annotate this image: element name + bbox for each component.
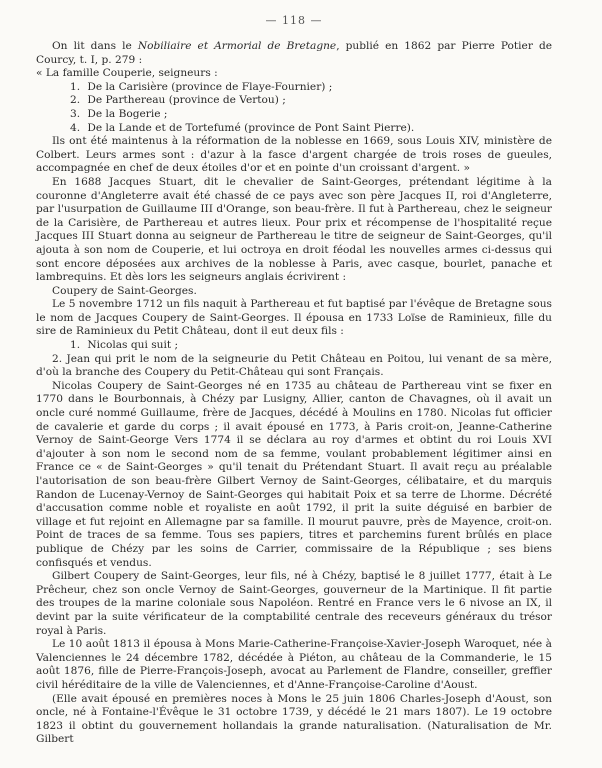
seigneurie-item: 4. De la Lande et de Tortefumé (province de Pont Saint Pierre). [70,121,415,134]
intro-paragraph: On lit dans le Nobiliaire et Armorial de Bretagne, publié en 1862 par Pierre Potier de Courcy, t. I, p. 279 : [36,40,552,66]
paragraph: Le 10 août 1813 il épousa à Mons Marie-Catherine-Françoise-Xavier-Joseph Waroquet, née à Valenciennes le 24 décembre 1782, décédée à Piéton, au château de la Commanderie, le 15 août 1876, fille de Pierre-François-Joseph, avocat au Parlement de Flandre, conseiller, greffier civil héréditaire de la ville de Valenciennes, et d'Anne-Françoise-Caroline d'Aoust. [36,638,552,691]
son-item: 2. Jean qui prit le nom de la seigneurie du Petit Château en Poitou, lui venant de sa mère, d'où la branche des Coupery du Petit-Château qui sont Français. [36,352,552,379]
family-heading: « La famille Couperie, seigneurs : [36,67,218,80]
paragraph: En 1688 Jacques Stuart, dit le chevalier de Saint-Georges, prétendant légitime à la couronne d'Angleterre avait été chassé de ce pays avec son père Jacques II, roi d'Angleterre, par l'usurpation de Guillaume III d'Orange, son beau-frère. Il fut à Parthereau, chez le seigneur de la Carisière, de Parthereau et autres lieux. Pour prix et récompense de l'hospitalité reçue Jacques III Stuart donna au seigneur de Parthereau le titre de seigneur de Saint-Georges, qu'il ajouta à son nom de Couperie, et lui octroya en droit féodal les nouvelles armes ci-dessus qui sont encore déposées aux archives de la noblesse à Paris, avec casque, bourlet, panache et lambrequins. Et dès lors les seigneurs anglais écrivirent : [36,175,552,284]
seigneurie-item: 1. De la Carisière (province de Flaye-Fournier) ; [70,80,333,93]
paragraph: Coupery de Saint-Georges. [52,284,197,297]
paragraph: Gilbert Coupery de Saint-Georges, leur fils, né à Chézy, baptisé le 8 juillet 1777, était à Le Prêcheur, chez son oncle Vernoy de Saint-Georges, gouverneur de la Martinique. Il fit partie des troupes de la marine coloniale sous Napoléon. Rentré en France vers le 6 nivose an IX, il devint par la suite vérificateur de la comptabilité centrale des receveurs généraux du trésor royal à Paris. [36,570,552,637]
son-item: 1. Nicolas qui suit ; [70,339,179,352]
body-text [36,40,552,747]
paragraph: Nicolas Coupery de Saint-Georges né en 1735 au château de Parthereau vint se fixer en 1770 dans le Bourbonnais, à Chézy par Lusigny, Allier, canton de Chavagnes, où il avait un oncle curé nommé Guillaume, frère de Jacques, décédé à Moulins en 1780. Nicolas fut officier de cavalerie et garde du corps ; il avait épousé en 1773, à Paris croit-on, Jeanne-Catherine Vernoy de Saint-George Vers 1774 il se déclara au roy d'armes et obtint du roi Louis XVI d'ajouter à son nom le second nom de sa femme, voulant probablement légitimer ainsi en France ce « de Saint-Georges » qu'il tenait du Prétendant Stuart. Il avait reçu au préalable l'autorisation de son beau-frère Gilbert Vernoy de Saint-Georges, célibataire, et du marquis Randon de Lucenay-Vernoy de Saint-Georges qui habitait Poix et sa terre de Lhorme. Décrété d'accusation comme noble et royaliste en août 1792, il prit la suite déguisé en barbier de village et fut rejoint en Allemagne par sa famille. Il mourut pauvre, près de Mayence, croit-on. Point de traces de sa femme. Tous ses papiers, titres et parchemins furent brûlés en place publique de Chézy par les soins de Carrier, commissaire de la République ; ses biens confisqués et vendus. [36,379,552,569]
seigneurie-item: 3. De la Bogerie ; [70,107,168,120]
book-title: Nobiliaire et Armorial de Bretagne [137,40,337,52]
paragraph: Ils ont été maintenus à la réformation de la noblesse en 1669, sous Louis XIV, ministère de Colbert. Leurs armes sont : d'azur à la fasce d'argent chargée de trois roses de gueules, accompagnée en chef de deux étoiles d'or et en pointe d'un croissant d'argent. » [36,135,552,175]
seigneurie-item: 2. De Parthereau (province de Vertou) ; [70,94,286,107]
paragraph: (Elle avait épousé en premières noces à Mons le 25 juin 1806 Charles-Joseph d'Aoust, son oncle, né à Fontaine-l'Évêque le 31 octobre 1739, y décédé le 21 mars 1807). Le 19 octobre 1823 il obtint du gouvernement hollandais la grande naturalisation. (Naturalisation de Mr. Gilbert [36,692,552,746]
page-number: — 118 — [265,14,323,27]
paragraph: Le 5 novembre 1712 un fils naquit à Parthereau et fut baptisé par l'évêque de Bretagne sous le nom de Jacques Coupery de Saint-Georges. Il épousa en 1733 Loïse de Raminieux, fille du sire de Raminieux du Petit Château, dont il eut deux fils : [36,298,552,338]
